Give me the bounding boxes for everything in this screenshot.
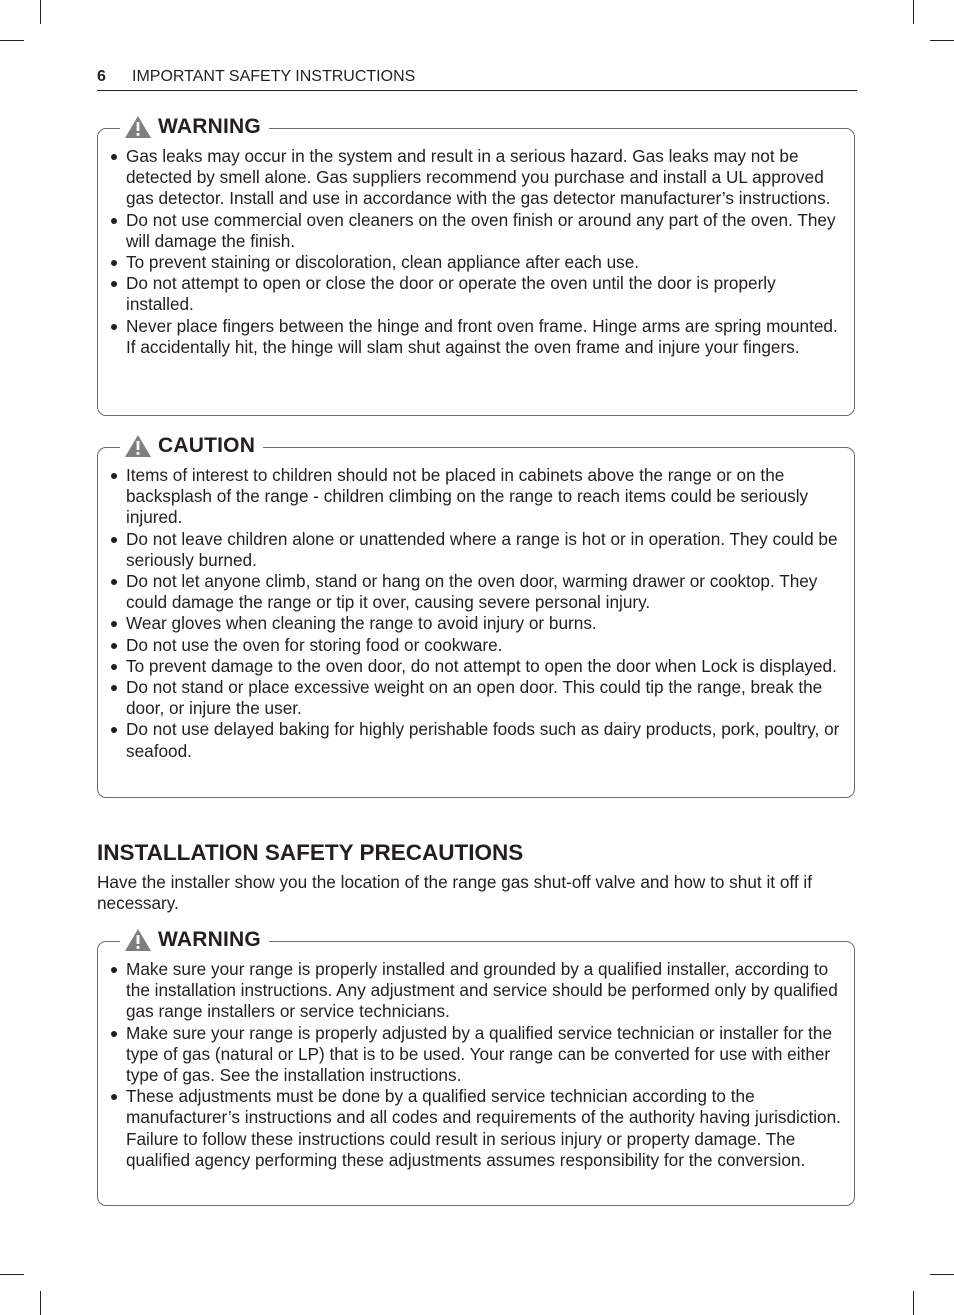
list-item-text: Do not let anyone climb, stand or hang on the oven door, warming drawer or cooktop. They could damage the range or tip it over, causing severe personal injury. — [126, 571, 818, 613]
list-item — [110, 571, 848, 613]
list-item — [110, 252, 848, 273]
warning-list — [110, 146, 848, 358]
page-header — [97, 67, 857, 91]
caution-box — [97, 434, 855, 798]
divider — [268, 941, 844, 942]
list-item — [110, 210, 848, 252]
bullet — [111, 260, 117, 266]
list-item-text: Gas leaks may occur in the system and result in a serious hazard. Gas leaks may not be detected by smell alone. Gas suppliers recommend you purchase and install a UL approved gas detector. Install and use in accordance with the gas detector manufacturer’s instructions. — [126, 146, 831, 209]
list-item — [110, 719, 848, 761]
bullet — [111, 1094, 117, 1100]
crop-mark — [930, 40, 954, 41]
list-item — [110, 273, 848, 315]
warning-label: WARNING — [158, 115, 261, 138]
crop-mark — [40, 1291, 41, 1315]
list-item-text: Do not stand or place excessive weight on an open door. This could tip the range, break the door, or injure the user. — [126, 677, 823, 719]
caution-list — [110, 465, 848, 762]
list-item — [110, 465, 848, 529]
warning-box — [97, 115, 855, 416]
bullet — [111, 727, 117, 733]
list-item — [110, 529, 848, 571]
list-item-text: Make sure your range is properly adjusted by a qualified service technician or installer for the type of gas (natural or LP) that is to be used. Your range can be converted for use with either type of gas. See the installation instructions. — [126, 1022, 833, 1086]
warning-triangle-icon — [124, 928, 152, 952]
page-number: 6 — [97, 68, 106, 85]
divider — [268, 128, 844, 129]
bullet — [111, 643, 117, 649]
bullet — [111, 621, 117, 627]
bullet — [111, 324, 117, 330]
warning-heading — [120, 112, 269, 142]
list-item-text: Do not use commercial oven cleaners on the oven finish or around any part of the oven. They will damage the finish. — [126, 209, 836, 251]
list-item-text: These adjustments must be done by a qualified service technician according to the manufacturer’s instructions and all codes and requirements of the authority having jurisdiction. Failure to follow these instructions could result in serious injury or property damage. The qualified agency performing these adjustments assumes responsibility for the conversion. — [126, 1086, 841, 1170]
section-intro: Have the installer show you the location of the range gas shut-off valve and how to shut it off if necessary. — [97, 872, 812, 914]
warning-label: WARNING — [158, 928, 261, 951]
bullet — [111, 218, 117, 224]
list-item-text: Do not attempt to open or close the door or operate the oven until the door is properly installed. — [126, 273, 776, 315]
list-item-text: Do not use the oven for storing food or cookware. — [126, 634, 503, 655]
list-item-text: Make sure your range is properly installed and grounded by a qualified installer, according to the installation instructions. Any adjustment and service should be performed only by qualified gas range installers or service technicians. — [126, 959, 838, 1022]
bullet — [111, 579, 117, 585]
list-item — [110, 656, 848, 677]
crop-mark — [0, 1274, 24, 1275]
bullet — [111, 664, 117, 670]
list-item-text: To prevent damage to the oven door, do not attempt to open the door when Lock is displayed. — [126, 655, 837, 676]
crop-mark — [40, 0, 41, 24]
caution-heading — [120, 431, 263, 461]
list-item-text: Never place fingers between the hinge and front oven frame. Hinge arms are spring mounted. If accidentally hit, the hinge will slam shut against the oven frame and injure your fingers. — [126, 315, 838, 357]
list-item — [110, 316, 848, 358]
list-item-text: Items of interest to children should not be placed in cabinets above the range or on the backsplash of the range - children climbing on the range to reach items could be seriously injured. — [126, 465, 809, 528]
list-item-text: Wear gloves when cleaning the range to avoid injury or burns. — [126, 613, 597, 634]
list-item — [110, 959, 848, 1023]
warning-box — [97, 928, 855, 1206]
list-item — [110, 1086, 848, 1171]
header-title: IMPORTANT SAFETY INSTRUCTIONS — [132, 68, 416, 85]
warning-list — [110, 959, 848, 1171]
warning-triangle-icon — [124, 115, 152, 139]
list-item — [110, 635, 848, 656]
list-item — [110, 1023, 848, 1087]
warning-heading — [120, 925, 269, 955]
crop-mark — [930, 1274, 954, 1275]
divider — [264, 447, 844, 448]
list-item — [110, 146, 848, 210]
bullet — [111, 967, 117, 973]
list-item-text: Do not use delayed baking for highly perishable foods such as dairy products, pork, poultry, or seafood. — [126, 719, 840, 761]
list-item — [110, 677, 848, 719]
list-item-text: To prevent staining or discoloration, clean appliance after each use. — [126, 252, 640, 273]
bullet — [111, 473, 117, 479]
warning-triangle-icon — [124, 434, 152, 458]
list-item — [110, 613, 848, 634]
bullet — [111, 537, 117, 543]
crop-mark — [0, 40, 24, 41]
caution-label: CAUTION — [158, 434, 256, 457]
crop-mark — [913, 0, 914, 24]
bullet — [111, 685, 117, 691]
bullet — [111, 154, 117, 160]
bullet — [111, 1031, 117, 1037]
section-title: INSTALLATION SAFETY PRECAUTIONS — [97, 840, 524, 865]
list-item-text: Do not leave children alone or unattended where a range is hot or in operation. They could be seriously burned. — [126, 528, 838, 570]
crop-mark — [913, 1291, 914, 1315]
bullet — [111, 281, 117, 287]
